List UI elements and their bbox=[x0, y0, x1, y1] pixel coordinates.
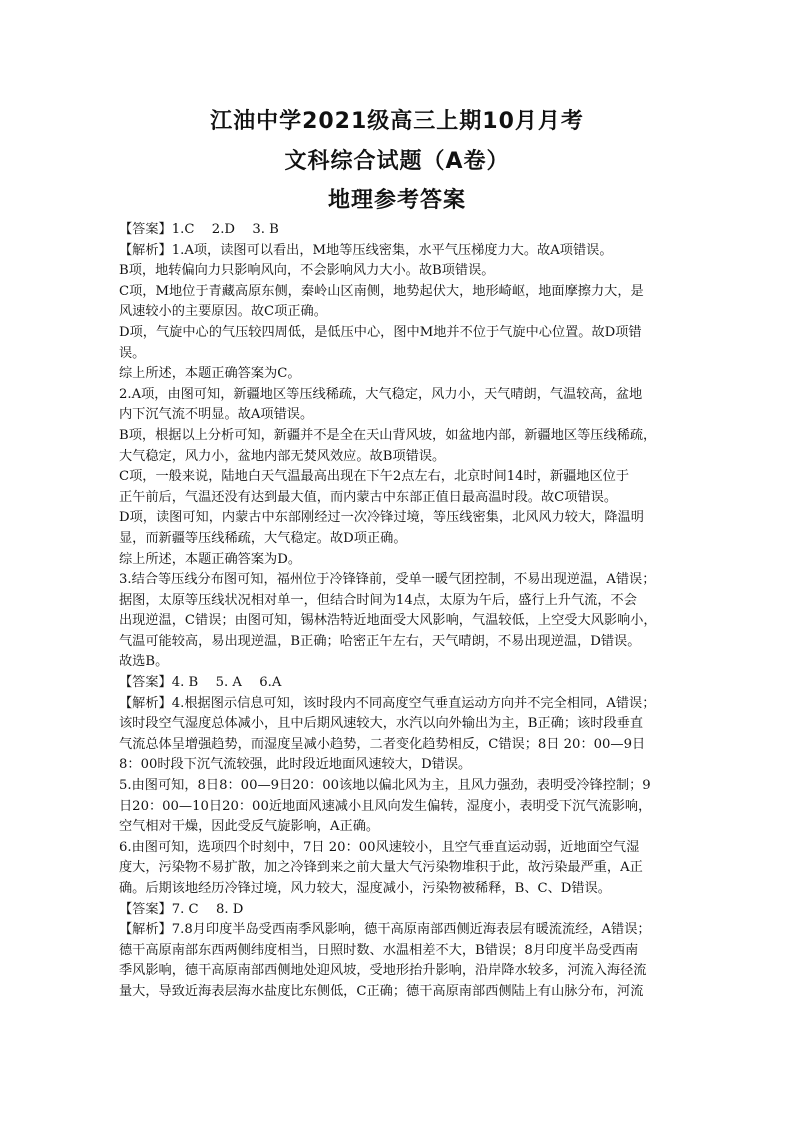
answer-line: 【解析】7.8月印度半岛受西南季风影响，德干高原南部西侧近海表层有暖流流经，A错误； bbox=[119, 922, 651, 938]
answer-line: 出现逆温，C错误；由图可知，锡林浩特近地面受大风影响，气温较低，上空受大风影响小， bbox=[119, 613, 657, 629]
answer-line: 气温可能较高，易出现逆温，B正确；哈密正午左右，天气晴朗，不易出现逆温，D错误。 bbox=[119, 633, 641, 649]
answer-line: 8：00时段下沉气流较强，此时段近地面风速较大，D错误。 bbox=[119, 757, 472, 773]
answer-line: 5.由图可知，8日8：00—9日20：00该地以偏北风为主，且风力强劲，表明受冷锋控制；9 bbox=[119, 778, 651, 794]
answer-line: 该时段空气湿度总体减小，且中后期风速较大，水汽以向外输出为主，B正确；该时段垂直 bbox=[119, 716, 643, 732]
answer-line: 据图，太原等压线状况相对单一，但结合时间为14点，太原为午后，盛行上升气流，不会 bbox=[119, 592, 637, 608]
answer-line: 显，而新疆等压线稀疏，大气稳定。故D项正确。 bbox=[119, 530, 407, 546]
answer-line: 3.结合等压线分布图可知，福州位于冷锋锋前，受单一暖气团控制，不易出现逆温，A错误； bbox=[119, 572, 656, 588]
answer-line: 日20：00—10日20：00近地面风速减小且风向发生偏转，湿度小，表明受下沉气流影响， bbox=[119, 798, 652, 814]
answer-line: 【答案】4. B 5. A 6.A bbox=[119, 675, 282, 691]
answer-line: 风速较小的主要原因。故C项正确。 bbox=[119, 304, 327, 320]
answer-line: B项，根据以上分析可知，新疆并不是全在天山背风坡，如盆地内部，新疆地区等压线稀疏， bbox=[119, 427, 657, 443]
answer-line: 【解析】4.根据图示信息可知，该时段内不同高度空气垂直运动方向并不完全相同，A错误； bbox=[119, 695, 656, 711]
answer-line: 【答案】1.C 2.D 3. B bbox=[119, 222, 279, 237]
document-title: 江油中学2021级高三上期10月月考 bbox=[210, 109, 584, 134]
answer-line: 德干高原南部东西两侧纬度相当，日照时数、水温相差不大，B错误；8月印度半岛受西南 bbox=[119, 942, 639, 958]
answer-line: 量大，导致近海表层海水盐度比东侧低，C正确；德干高原南部西侧陆上有山脉分布，河流 bbox=[119, 983, 644, 999]
answer-line: 综上所述，本题正确答案为D。 bbox=[119, 551, 302, 567]
answer-line: D项，气旋中心的气压较四周低，是低压中心，图中M地并不位于气旋中心位置。故D项错 bbox=[119, 324, 642, 340]
answer-key-heading: 地理参考答案 bbox=[327, 188, 466, 213]
exam-subtitle: 文科综合试题（A卷） bbox=[284, 149, 510, 174]
answer-line: 季风影响，德干高原南部西侧地处迎风坡，受地形抬升影响，沿岸降水较多，河流入海径流 bbox=[119, 963, 647, 979]
answer-body bbox=[119, 220, 687, 1003]
answer-line: 【解析】1.A项，读图可以看出，M地等压线密集，水平气压梯度力大。故A项错误。 bbox=[119, 242, 613, 258]
answer-line: 误。 bbox=[119, 345, 146, 361]
answer-line: 正午前后，气温还没有达到最大值，而内蒙古中东部正值日最高温时段。故C项错误。 bbox=[119, 489, 618, 505]
answer-line: 空气相对干燥，因此受反气旋影响，A正确。 bbox=[119, 819, 380, 835]
answer-line: 度大，污染物不易扩散，加之冷锋到来之前大量大气污染物堆积于此，故污染最严重，A正 bbox=[119, 860, 643, 876]
answer-line: 大气稳定，风力小，盆地内部无焚风效应。故B项错误。 bbox=[119, 448, 446, 464]
answer-line: 故选B。 bbox=[119, 654, 169, 670]
answer-line: C项，一般来说，陆地白天气温最高出现在下午2点左右，北京时间14时，新疆地区位于 bbox=[119, 469, 630, 485]
answer-line: 2.A项，由图可知，新疆地区等压线稀疏，大气稳定，风力小，天气晴朗，气温较高，盆地 bbox=[119, 386, 643, 402]
answer-line: 确。后期该地经历冷锋过境，风力较大，湿度减小，污染物被稀释，B、C、D错误。 bbox=[119, 881, 611, 896]
answer-line: 综上所述，本题正确答案为C。 bbox=[119, 366, 301, 382]
answer-line: 【答案】7. C 8. D bbox=[119, 901, 244, 917]
answer-line: 内下沉气流不明显。故A项错误。 bbox=[119, 407, 314, 423]
answer-line: 气流总体呈增强趋势，而湿度呈减小趋势，二者变化趋势相反，C错误；8日 20：00—9日 bbox=[119, 736, 646, 752]
answer-line: C项，M地位于青藏高原东侧，秦岭山区南侧，地势起伏大，地形崎岖，地面摩擦力大，是 bbox=[119, 283, 644, 299]
answer-line: 6.由图可知，选项四个时刻中，7日 20：00风速较小，且空气垂直运动弱，近地面空气湿 bbox=[119, 839, 640, 855]
answer-line: B项，地转偏向力只影响风向，不会影响风力大小。故B项错误。 bbox=[119, 263, 495, 279]
answer-line: D项，读图可知，内蒙古中东部刚经过一次冷锋过境，等压线密集，北风风力较大，降温明 bbox=[119, 510, 644, 526]
